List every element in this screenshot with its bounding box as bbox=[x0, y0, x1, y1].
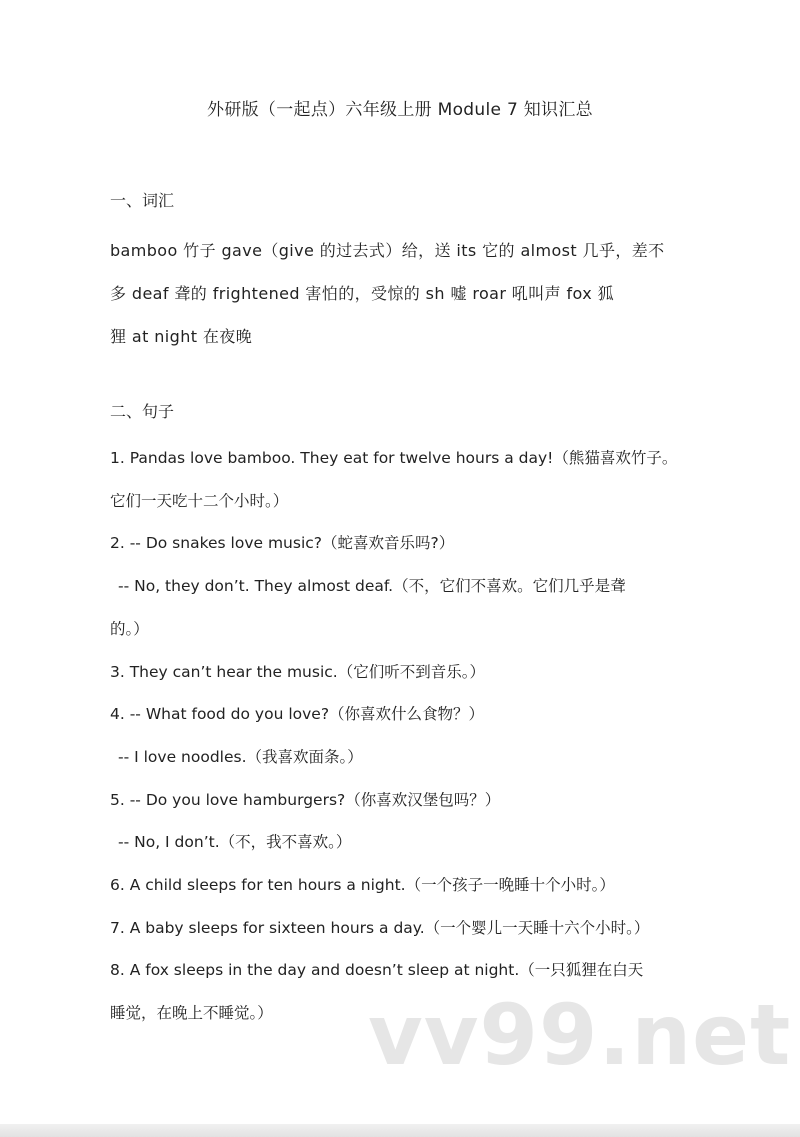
sentence-line: -- No, they don’t. They almost deaf.（不，它们不喜欢。它们几乎是聋 bbox=[118, 577, 626, 596]
sentence-line: 1. Pandas love bamboo. They eat for twelve hours a day!（熊猫喜欢竹子。 bbox=[110, 449, 678, 467]
vocab-line: 多 deaf 聋的 frightened 害怕的，受惊的 sh 嘘 roar 吼叫声 fox 狐 bbox=[110, 284, 614, 303]
sentence-line: 8. A fox sleeps in the day and doesn’t sleep at night.（一只狐狸在白天 bbox=[110, 961, 644, 980]
vocab-line: 狸 at night 在夜晚 bbox=[110, 327, 253, 346]
sentences-heading: 二、句子 bbox=[110, 402, 175, 421]
sentence-line: 它们一天吃十二个小时。） bbox=[110, 491, 289, 510]
sentence-line: 的。） bbox=[110, 619, 149, 638]
sentence-line: -- No, I don’t.（不，我不喜欢。） bbox=[118, 833, 352, 852]
page-bottom-edge bbox=[0, 1124, 800, 1137]
sentence-line: -- I love noodles.（我喜欢面条。） bbox=[118, 747, 363, 766]
vocab-line: bamboo 竹子 gave（give 的过去式）给，送 its 它的 almost 几乎，差不 bbox=[110, 241, 665, 260]
sentence-line: 6. A child sleeps for ten hours a night.（一个孩子一晚睡十个小时。） bbox=[110, 876, 615, 895]
vocab-paragraph bbox=[110, 229, 682, 358]
sentence-line: 5. -- Do you love hamburgers?（你喜欢汉堡包吗？） bbox=[110, 790, 501, 809]
sentence-line: 2. -- Do snakes love music?（蛇喜欢音乐吗?） bbox=[110, 534, 455, 553]
sentence-line: 睡觉，在晚上不睡觉。） bbox=[110, 1004, 273, 1023]
sentence-list bbox=[110, 437, 685, 1035]
sentence-line: 4. -- What food do you love?（你喜欢什么食物？） bbox=[110, 705, 485, 724]
sentence-line: 3. They can’t hear the music.（它们听不到音乐。） bbox=[110, 662, 485, 681]
vocab-heading: 一、词汇 bbox=[110, 191, 175, 210]
watermark: vv99.net bbox=[368, 986, 792, 1084]
sentence-line: 7. A baby sleeps for sixteen hours a day.（一个婴儿一天睡十六个小时。） bbox=[110, 918, 650, 937]
document-title: 外研版（一起点）六年级上册 Module 7 知识汇总 bbox=[207, 100, 593, 120]
